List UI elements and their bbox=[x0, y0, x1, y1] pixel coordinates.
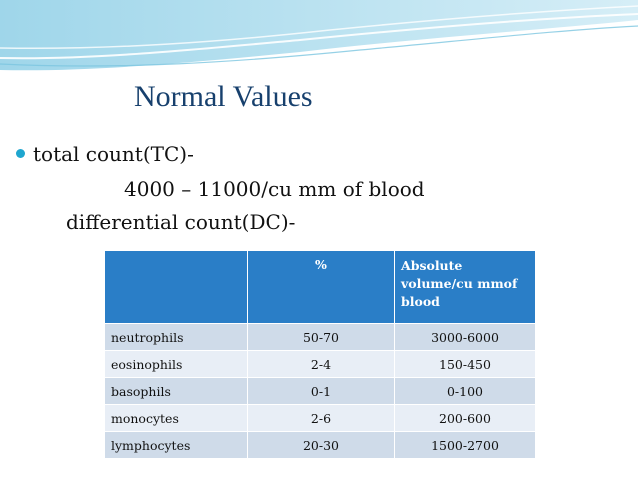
header-cell-percent: % bbox=[248, 251, 395, 324]
cell-percent: 2-6 bbox=[248, 405, 395, 432]
cell-absolute: 3000-6000 bbox=[395, 324, 536, 351]
cell-absolute: 0-100 bbox=[395, 378, 536, 405]
differential-count-label: differential count(DC)- bbox=[66, 210, 296, 234]
cell-name: eosinophils bbox=[105, 351, 248, 378]
differential-count-table bbox=[104, 250, 536, 459]
bullet-dot-icon bbox=[16, 149, 25, 158]
cell-absolute: 150-450 bbox=[395, 351, 536, 378]
cell-name: monocytes bbox=[105, 405, 248, 432]
slide-title: Normal Values bbox=[134, 80, 313, 113]
cell-name: neutrophils bbox=[105, 324, 248, 351]
table-row bbox=[105, 432, 536, 459]
table-row bbox=[105, 378, 536, 405]
header-cell-empty bbox=[105, 251, 248, 324]
cell-percent: 0-1 bbox=[248, 378, 395, 405]
table-row bbox=[105, 351, 536, 378]
table-header-row bbox=[105, 251, 536, 324]
bullet-total-count bbox=[16, 142, 194, 166]
cell-name: lymphocytes bbox=[105, 432, 248, 459]
cell-absolute: 1500-2700 bbox=[395, 432, 536, 459]
total-count-value: 4000 – 11000/cu mm of blood bbox=[124, 177, 425, 201]
total-count-label: total count(TC)- bbox=[33, 142, 194, 166]
cell-name: basophils bbox=[105, 378, 248, 405]
table-row bbox=[105, 324, 536, 351]
cell-percent: 50-70 bbox=[248, 324, 395, 351]
header-cell-absolute: Absolute volume/cu mmof blood bbox=[395, 251, 536, 324]
table-row bbox=[105, 405, 536, 432]
cell-percent: 20-30 bbox=[248, 432, 395, 459]
cell-absolute: 200-600 bbox=[395, 405, 536, 432]
header-wave-decoration bbox=[0, 0, 638, 80]
cell-percent: 2-4 bbox=[248, 351, 395, 378]
